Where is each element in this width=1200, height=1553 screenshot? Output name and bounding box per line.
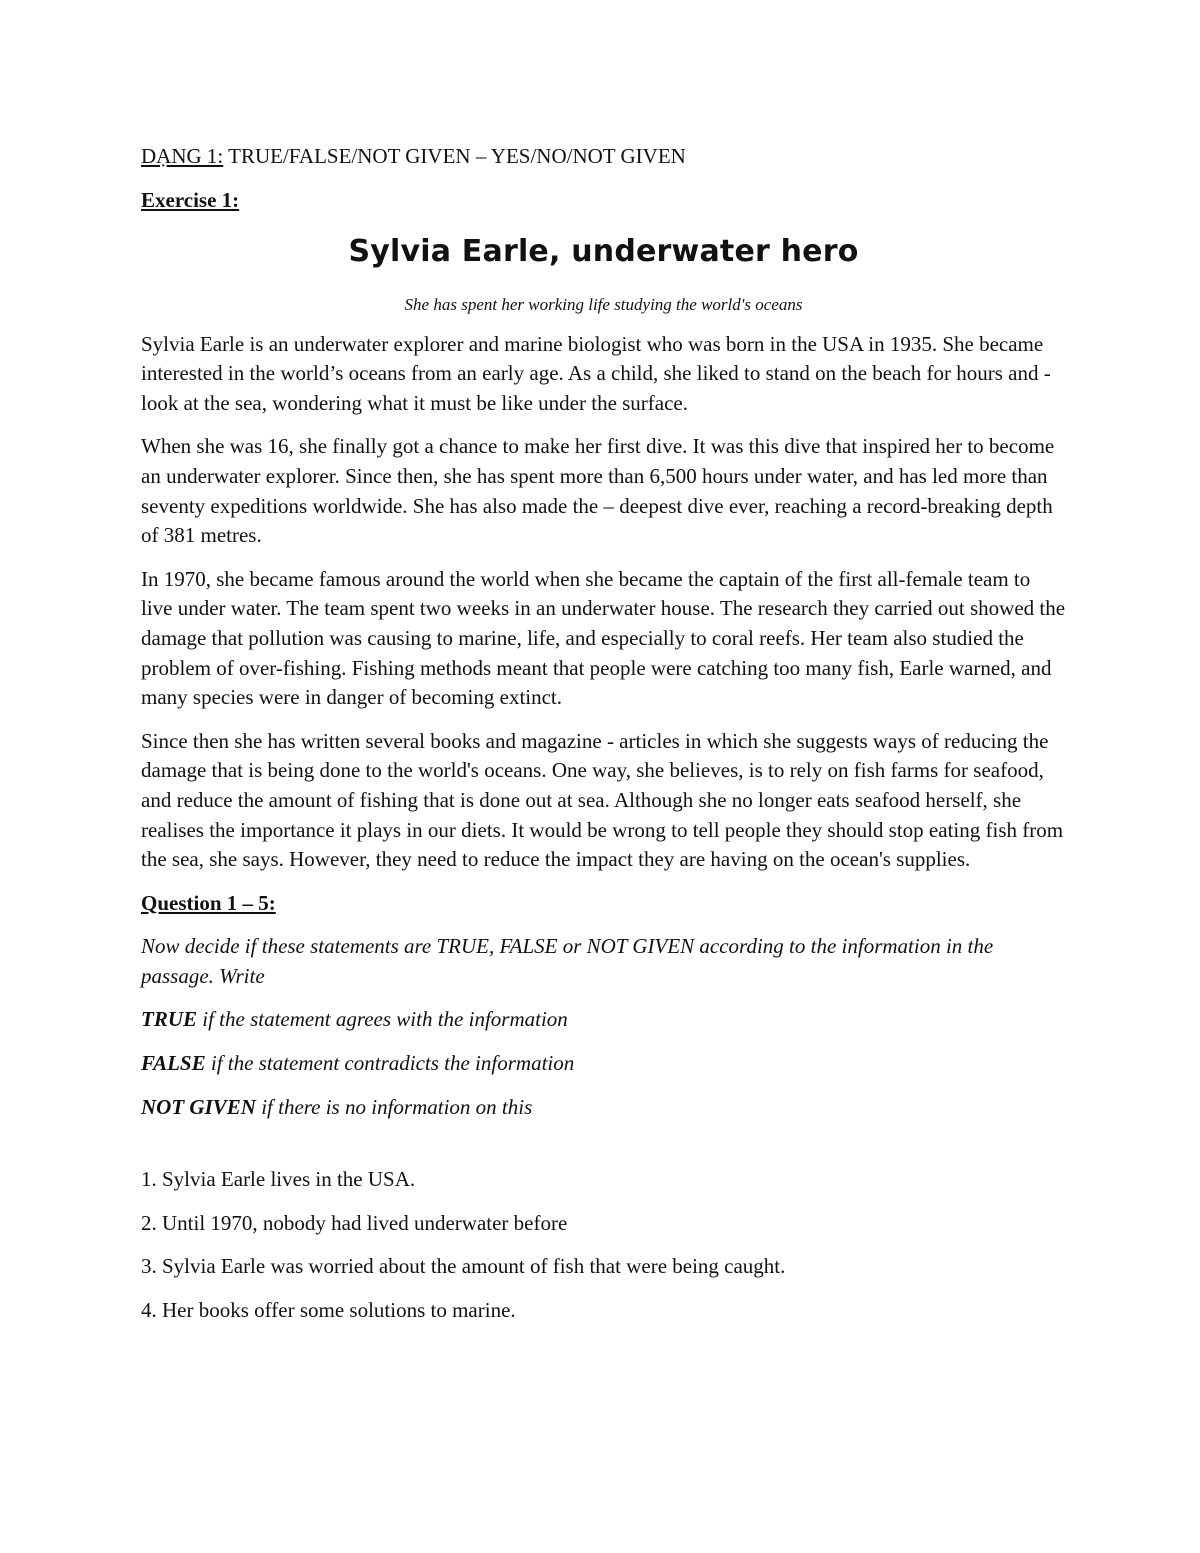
exercise-label: Exercise 1:: [141, 188, 240, 212]
article-paragraph-2: When she was 16, she finally got a chance to make her first dive. It was this dive that inspired her to become an underwater explorer. Since then, she has spent more than 6,500 hours under water, and has led more than seventy expeditions worldwide. She has also made the – deepest dive ever, reaching a record-breaking depth of 381 metres.: [141, 434, 1055, 548]
answer-key-description: if the statement contradicts the information: [205, 1051, 575, 1076]
answer-key-true: [141, 1005, 1066, 1035]
document-content: [141, 140, 1066, 1340]
answer-key-term: FALSE: [141, 1051, 206, 1076]
question-item: 2. Until 1970, nobody had lived underwater before: [141, 1210, 568, 1235]
questions-instruction: Now decide if these statements are TRUE, FALSE or NOT GIVEN according to the information in the passage. Write: [141, 934, 994, 988]
article-paragraph-4: Since then she has written several books and magazine - articles in which she suggests ways of reducing the damage that is being done to the world's oceans. One way, she believes, is to rely on fish farms for seafood, and reduce the amount of fishing that is done out at sea. Although she no longer eats seafood herself, she realises the importance it plays in our diets. It would be wrong to tell people they should stop eating fish from the sea, she says. However, they need to reduce the impact they are having on the ocean's supplies.: [141, 728, 1064, 872]
question-item: 4. Her books offer some solutions to marine.: [141, 1298, 516, 1323]
article-title: Sylvia Earle, underwater hero: [348, 233, 859, 269]
question-list: [141, 1165, 1066, 1325]
blank-line: [141, 1136, 1066, 1165]
questions-heading: Question 1 – 5:: [141, 890, 276, 915]
question-item: 1. Sylvia Earle lives in the USA.: [141, 1167, 416, 1192]
section-heading-prefix: DẠNG 1:: [141, 144, 224, 168]
question-item: 3. Sylvia Earle was worried about the amount of fish that were being caught.: [141, 1254, 786, 1279]
section-heading: [141, 140, 1066, 172]
answer-key-description: if there is no information on this: [255, 1094, 533, 1119]
answer-key-not-given: [141, 1093, 1066, 1123]
section-heading-rest: TRUE/FALSE/NOT GIVEN – YES/NO/NOT GIVEN: [223, 144, 686, 168]
answer-key-description: if the statement agrees with the information: [197, 1007, 568, 1032]
answer-key-term: TRUE: [141, 1007, 198, 1032]
article-paragraph-1: Sylvia Earle is an underwater explorer and marine biologist who was born in the USA in 1935. She became interested in the world’s oceans from an early age. As a child, she liked to stand on the beach for hours and - look at the sea, wondering what it must be like under the surface.: [141, 331, 1051, 415]
answer-key-term: NOT GIVEN: [141, 1094, 256, 1119]
article-subtitle: She has spent her working life studying the world's oceans: [404, 294, 803, 314]
article-paragraph-3: In 1970, she became famous around the world when she became the captain of the first all-female team to live under water. The team spent two weeks in an underwater house. The research they carried out showed the damage that pollution was causing to marine, life, and especially to coral reefs. Her team also studied the problem of over-fishing. Fishing methods meant that people were catching too many fish, Earle warned, and many species were in danger of becoming extinct.: [141, 566, 1066, 710]
answer-key-false: [141, 1049, 1066, 1079]
